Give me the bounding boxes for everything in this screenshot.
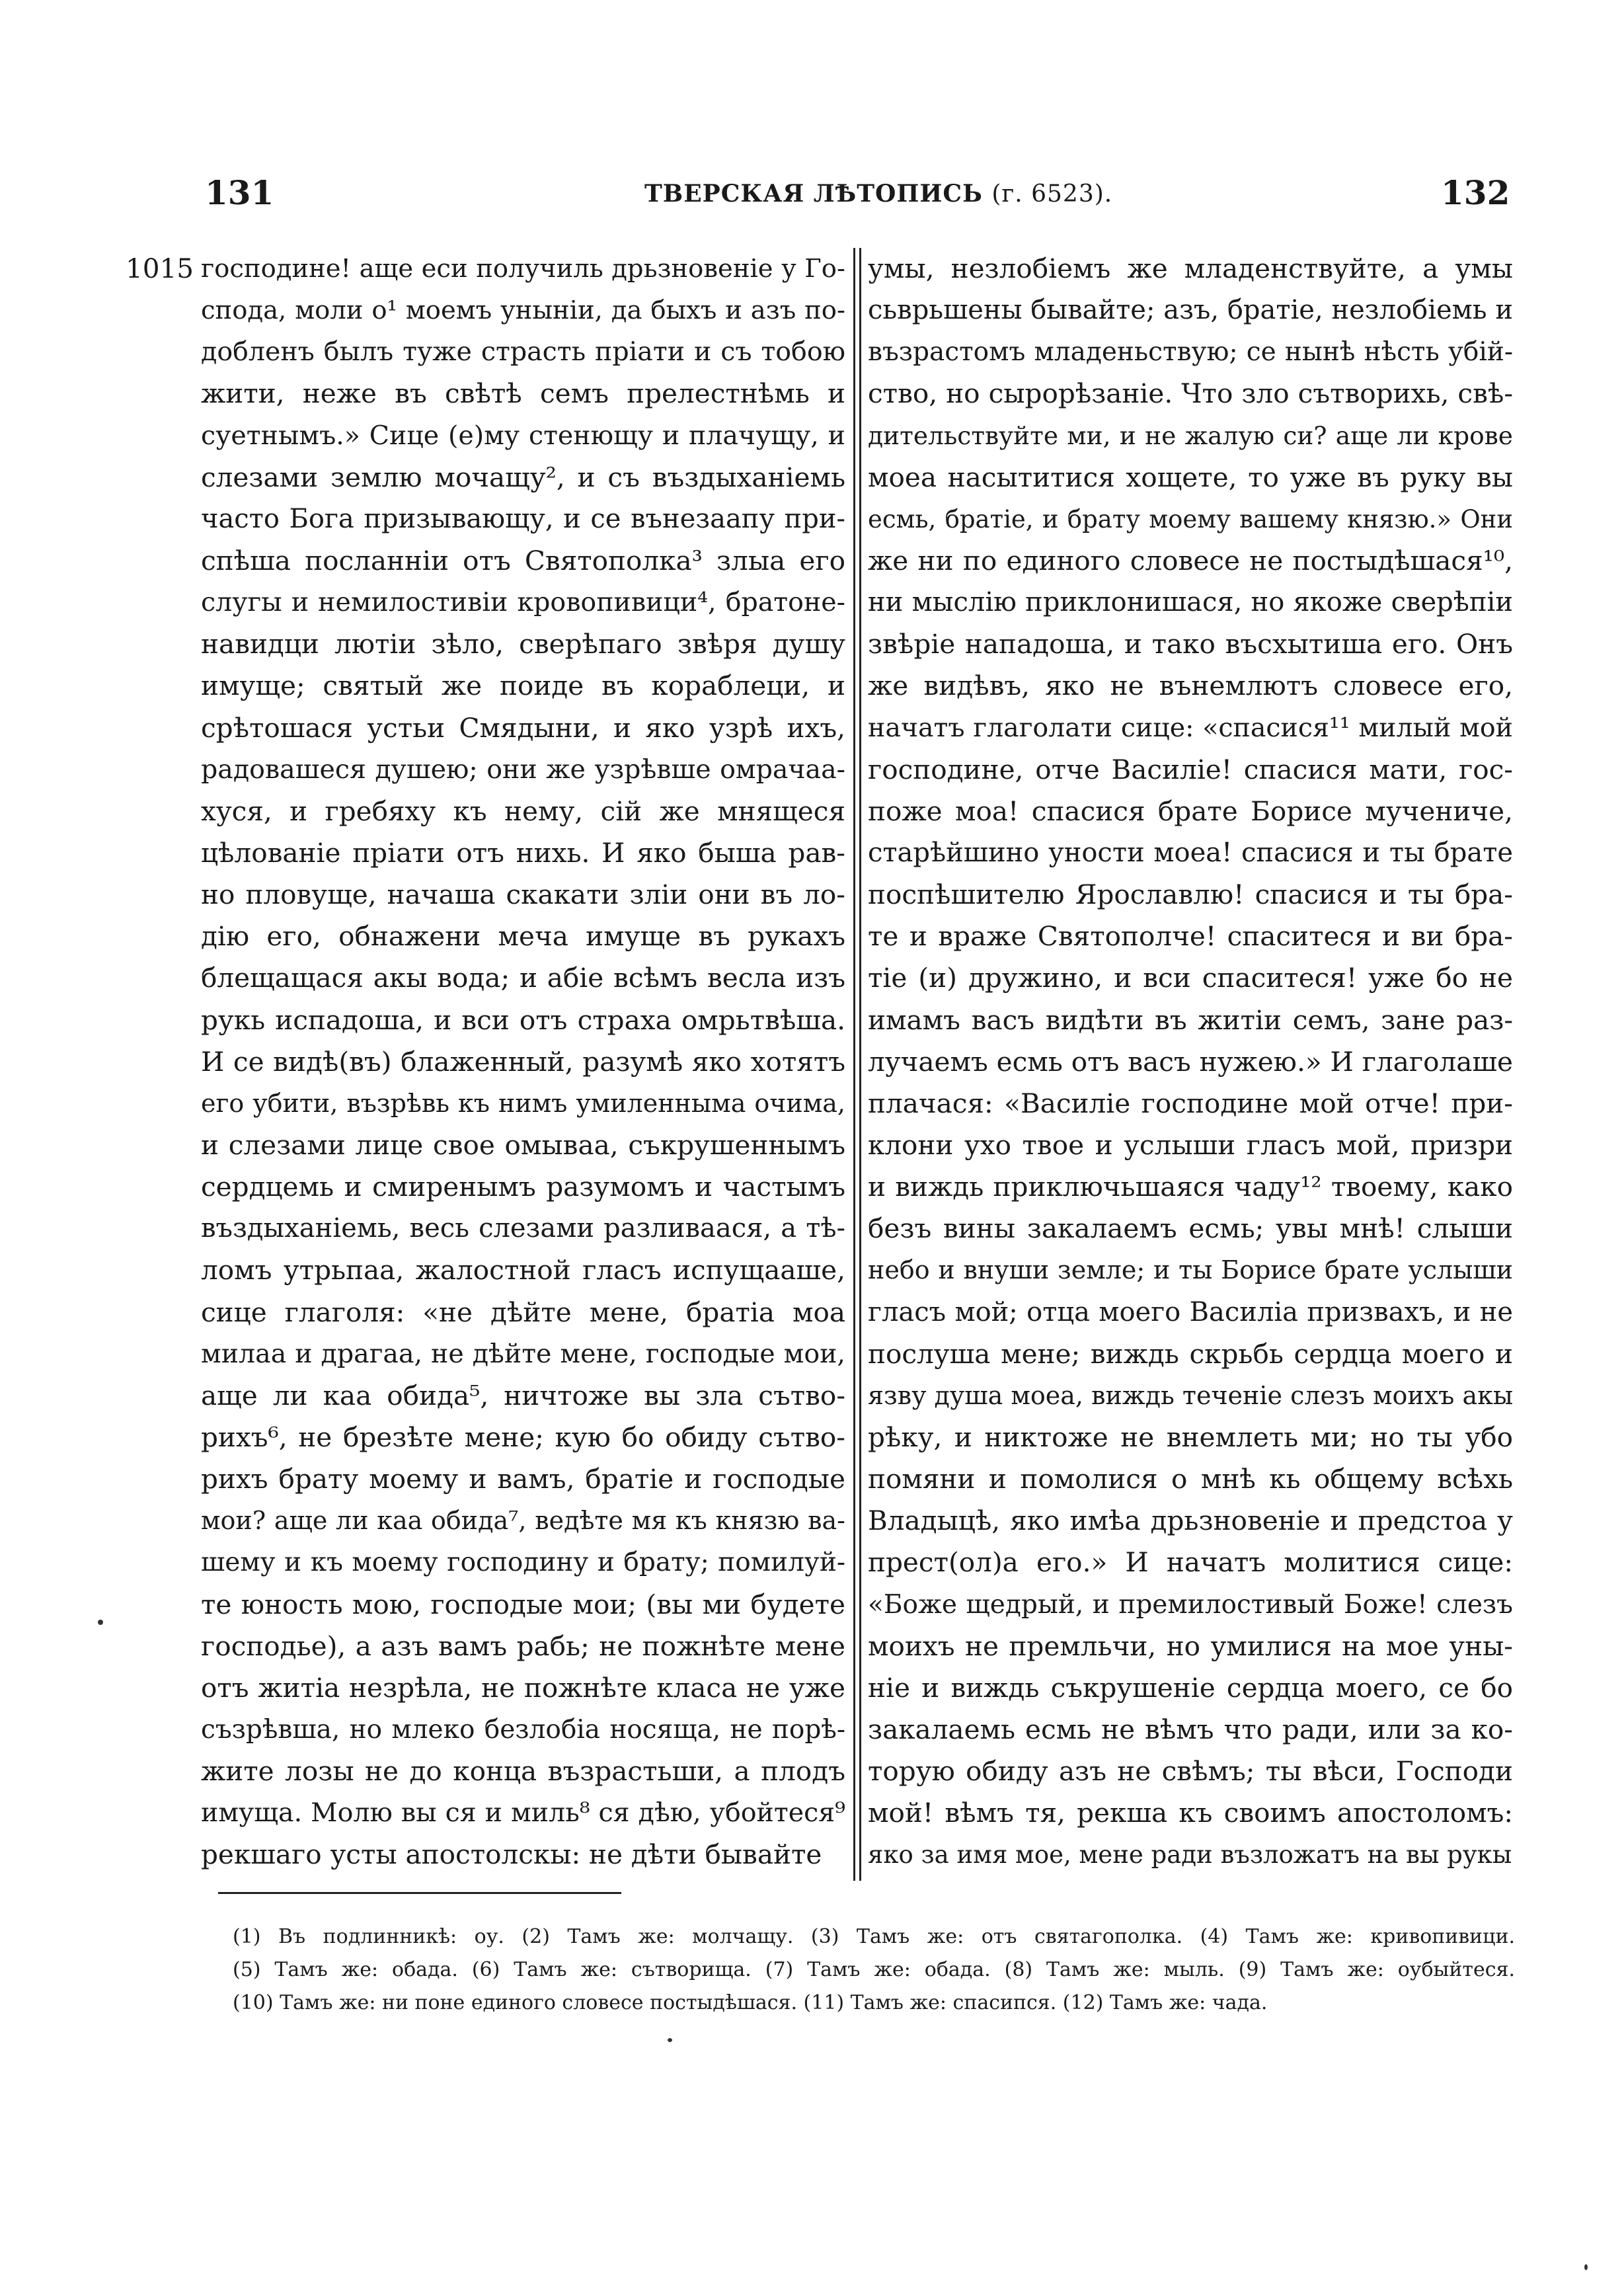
- text-line: торую обиду азъ не свѣмъ; ты вѣси, Господи: [868, 1755, 1513, 1788]
- footnotes: [233, 1920, 1515, 2020]
- text-line: дію его, обнажени меча имуще въ рукахъ: [201, 920, 845, 953]
- text-line: рихъ брату моему и вамъ, братіе и господые: [201, 1463, 845, 1495]
- text-line: звѣріе нападоша, и тако въсхытиша его. Онъ: [868, 628, 1513, 660]
- text-line: тіе (и) дружино, и вси спаситеся! уже бо не: [868, 962, 1513, 994]
- text-line: жити, неже въ свѣтѣ семъ прелестнѣмь и: [201, 377, 845, 410]
- text-line: же видѣвъ, яко не вънемлютъ словесе его,: [868, 670, 1513, 702]
- text-line: сьврьшены бывайте; азъ, братіе, незлобіемь и: [868, 295, 1513, 326]
- text-line: его убити, възрѣвь къ нимъ умиленныма очима,: [201, 1088, 845, 1118]
- text-line: старѣйшино уности моеа! спасися и ты брате: [868, 837, 1513, 868]
- text-line: суетнымъ.» Сице (е)му стенющу и плачущу, и: [201, 420, 845, 451]
- footnote-rule: [218, 1892, 621, 1894]
- ink-speck: [668, 2038, 672, 2042]
- text-line: лучаемъ есмь отъ васъ нужею.» И глаголаше: [868, 1045, 1513, 1078]
- text-line: помяни и помолися о мнѣ кь общему всѣхь: [868, 1463, 1513, 1495]
- text-line: милаа и драгаа, не дѣйте мене, господые мои,: [201, 1338, 845, 1369]
- text-line: възрастомъ младеньствую; се нынѣ нѣсть убій-: [868, 337, 1513, 368]
- text-line: небо и внуши земле; и ты Борисе брате услыши: [868, 1255, 1513, 1285]
- text-line: господье), а азъ вамъ рабь; не пожнѣте мене: [201, 1630, 845, 1662]
- text-line: съзрѣвша, но млеко безлобіа носяща, не порѣ-: [201, 1714, 845, 1745]
- text-line: имуще; святый же поиде въ кораблеци, и: [201, 670, 845, 702]
- text-line: рѣку, и никтоже не внемлеть ми; но ты убо: [868, 1421, 1513, 1453]
- text-line: слезами землю мочащу², и съ въздыханіемь: [201, 461, 845, 493]
- text-line: шему и къ моему господину и брату; помилуй-: [201, 1548, 845, 1578]
- text-line: начатъ глаголати сице: «спасися¹¹ милый мой: [868, 712, 1513, 743]
- running-title-text: ТВЕРСКАЯ ЛѢТОПИСЬ: [644, 180, 983, 208]
- text-line: безъ вины закалаемъ есмь; увы мнѣ! слыши: [868, 1212, 1513, 1245]
- running-title: [644, 180, 1112, 208]
- text-line: те и враже Святополче! спаситеся и ви бра-: [868, 920, 1513, 953]
- footnote-line: (10) Тамъ же: ни поне единого словесе постыдѣшася. (11) Тамъ же: спасипся. (12) Тамъ же: чада.: [233, 1991, 1268, 2014]
- text-line: плачася: «Василіе господине мой отче! при-: [868, 1087, 1513, 1119]
- text-line: спѣша посланніи отъ Святополка³ злыа его: [201, 544, 845, 576]
- left-column: [201, 248, 845, 1875]
- ink-speck: [98, 1620, 103, 1625]
- text-line: господине! аще еси получиль дрьзновеніе у Го-: [201, 254, 845, 284]
- text-line: поже моа! спасися брате Борисе мучениче,: [868, 795, 1513, 827]
- text-line: хуся, и гребяху къ нему, сій же мнящеся: [201, 795, 845, 827]
- text-line: имамъ васъ видѣти въ житіи семъ, зане раз-: [868, 1004, 1513, 1036]
- text-line: Владыцѣ, яко имѣа дрьзновеніе и предстоа у: [868, 1505, 1513, 1537]
- text-line: есмь, братіе, и брату моему вашему князю.» Они: [868, 504, 1513, 533]
- column-divider: [859, 248, 861, 1881]
- text-line: поспѣшителю Ярославлю! спасися и ты бра-: [868, 879, 1513, 911]
- text-line: рихъ⁶, не брезѣте мене; кую бо обиду сътво-: [201, 1421, 845, 1453]
- page-number-right: 132: [1441, 173, 1510, 212]
- text-line: рекшаго усты апостолскы: не дѣти бывайте: [201, 1838, 822, 1871]
- text-line: добленъ былъ туже страсть пріати и съ тобою: [201, 336, 845, 368]
- footnote-line: (1) Въ подлинникѣ: оу. (2) Тамъ же: молчащу. (3) Тамъ же: отъ святагополка. (4) Тамъ же: кривопивици.: [233, 1925, 1515, 1948]
- text-line: ніе и виждь съкрушеніе сердца моего, се бо: [868, 1671, 1513, 1704]
- text-line: и слезами лице свое омываа, съкрушеннымъ: [201, 1128, 845, 1161]
- running-header: [0, 173, 1624, 219]
- text-line: мой! вѣмъ тя, рекша къ своимъ апостоломъ:: [868, 1797, 1513, 1829]
- text-line: моеа насытитися хощете, то уже въ руку вы: [868, 461, 1513, 493]
- text-line: ломъ утрьпаа, жалостной гласъ испущааше,: [201, 1254, 845, 1286]
- text-line: отъ житіа незрѣла, не пожнѣте класа не уже: [201, 1671, 845, 1704]
- text-line: язву душа моеа, виждь теченіе слезъ моихъ акы: [868, 1380, 1513, 1410]
- text-line: слугы и немилостивіи кровопивици⁴, братоне-: [201, 587, 845, 618]
- text-line: «Боже щедрый, и премилостивый Боже! слезъ: [868, 1589, 1513, 1620]
- text-line: же ни по единого словесе не постыдѣшася¹⁰,: [868, 544, 1513, 576]
- page-number-left: 131: [205, 173, 274, 212]
- text-line: спода, моли о¹ моемъ уныніи, да быхъ и азъ по-: [201, 296, 845, 326]
- text-line: послуша мене; виждь скрьбь сердца моего и: [868, 1337, 1513, 1370]
- text-line: сердцемь и смиренымъ разумомъ и частымъ: [201, 1171, 845, 1203]
- text-line: сице глаголя: «не дѣйте мене, братіа моа: [201, 1296, 845, 1328]
- margin-year: 1015: [126, 253, 194, 284]
- text-line: аще ли каа обида⁵, ничтоже вы зла сътво-: [201, 1379, 845, 1411]
- text-line: яко за имя мое, мене ради възложатъ на вы рукы: [868, 1840, 1512, 1870]
- text-line: жите лозы не до конца възрастьши, а плодъ: [201, 1755, 845, 1788]
- text-line: рукь испадоша, и вси отъ страха омрьтвѣша.: [201, 1004, 845, 1036]
- text-line: мои? аще ли каа обида⁷, ведѣте мя къ князю ва-: [201, 1506, 845, 1536]
- running-title-year: (г. 6523).: [991, 180, 1113, 208]
- text-line: блещащася акы вода; и абіе всѣмъ весла изъ: [201, 962, 845, 994]
- text-line: гласъ мой; отца моего Василіа призвахъ, и не: [868, 1296, 1513, 1327]
- text-line: те юность мою, господые мои; (вы ми будете: [201, 1588, 845, 1620]
- text-line: клони ухо твое и услыши гласъ мой, призри: [868, 1128, 1513, 1161]
- text-line: моихъ не премльчи, но умилися на мое уны-: [868, 1630, 1513, 1662]
- text-line: часто Бога призывающу, и се вънезаапу при-: [201, 503, 845, 534]
- text-line: умы, незлобіемъ же младенствуйте, а умы: [868, 253, 1513, 284]
- text-line: срѣтошася устьи Смядыни, и яко узрѣ ихъ,: [201, 711, 845, 744]
- text-line: закалаемь есмь не вѣмъ что ради, или за ко-: [868, 1713, 1513, 1745]
- text-line: въздыханіемь, весь слезами разливаася, а тѣ-: [201, 1213, 845, 1244]
- text-line: но пловуще, начаша скакати зліи они въ ло-: [201, 879, 845, 911]
- text-line: ство, но сырорѣзаніе. Что зло сътворихь, свѣ-: [868, 377, 1513, 410]
- text-line: цѣлованіе пріати отъ нихь. И яко быша рав-: [201, 836, 845, 869]
- text-line: радовашеся душею; они же узрѣвше омрачаа-: [201, 754, 845, 785]
- ink-speck: [1584, 2264, 1588, 2270]
- text-line: дительствуйте ми, и не жалую си? аще ли крове: [868, 420, 1513, 450]
- text-line: господине, отче Василіе! спасися мати, гос-: [868, 753, 1513, 785]
- right-column: [868, 248, 1513, 1875]
- text-line: имуща. Молю вы ся и миль⁸ ся дѣю, убойтеся⁹: [201, 1797, 845, 1829]
- column-divider: [853, 248, 855, 1881]
- text-line: навидци лютіи зѣло, сверѣпаго звѣря душу: [201, 628, 845, 660]
- text-line: И се видѣ(въ) блаженный, разумѣ яко хотятъ: [201, 1045, 845, 1078]
- text-line: и виждь приключьшаяся чаду¹² твоему, како: [868, 1171, 1513, 1203]
- footnote-line: (5) Тамъ же: обада. (6) Тамъ же: сътворища. (7) Тамъ же: обада. (8) Тамъ же: мыль. (9) Тамъ же: оубыйтеся.: [233, 1958, 1515, 1981]
- text-line: прест(ол)а его.» И начатъ молитися сице:: [868, 1546, 1513, 1579]
- text-line: ни мыслію приклонишася, но якоже сверѣпіи: [868, 587, 1513, 618]
